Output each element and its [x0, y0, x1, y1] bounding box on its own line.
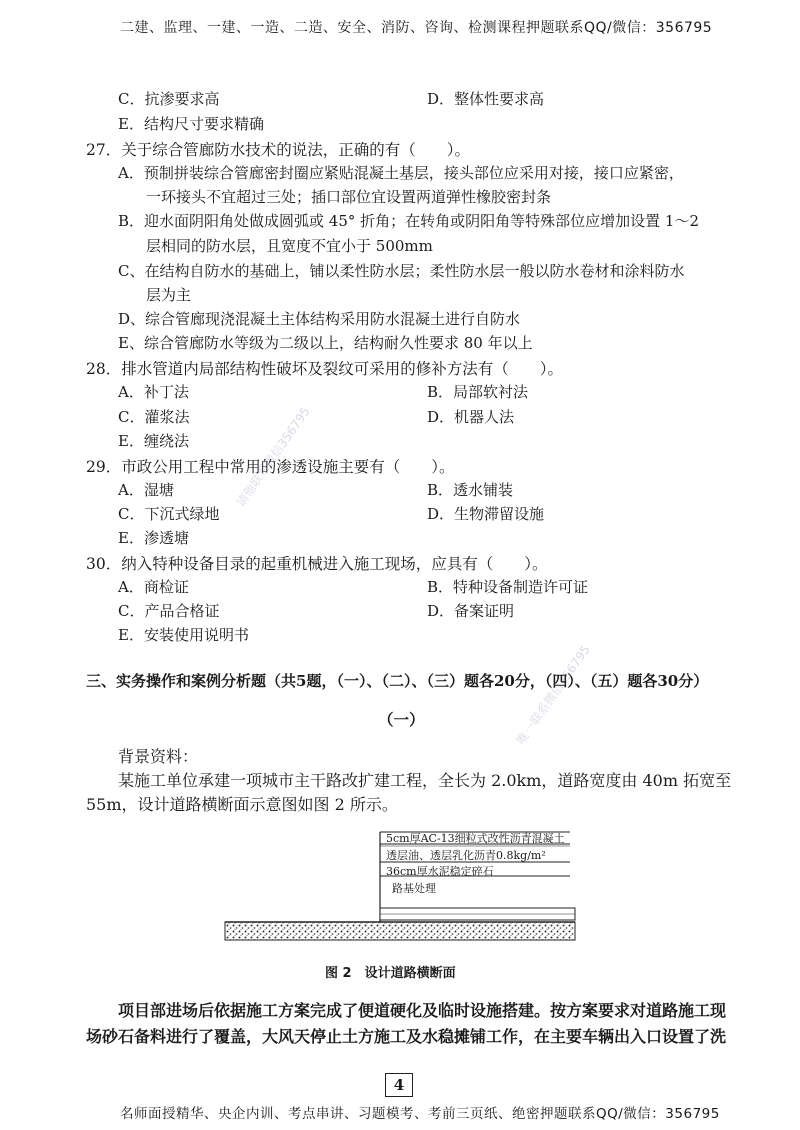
bottom-banner: 名师面授精华、央企内训、考点串讲、习题模考、考前三页纸、绝密押题联系QQ/微信：356795: [120, 1106, 720, 1122]
q28-option-c: C．灌浆法: [118, 408, 190, 426]
figure-caption: 图 2 设计道路横断面: [325, 966, 456, 981]
q28-stem: 28．排水管道内局部结构性破坏及裂纹可采用的修补方法有（ ）。: [86, 360, 563, 378]
q28-option-e: E．缠绕法: [118, 432, 189, 450]
layer-2-label: 透层油、透层乳化沥青0.8kg/m²: [386, 849, 546, 862]
q26-option-e: E．结构尺寸要求精确: [118, 115, 264, 133]
case-1-heading: （一）: [378, 710, 425, 729]
layer-4-label: 路基处理: [392, 882, 436, 895]
q28-option-b: B．局部软衬法: [427, 383, 529, 401]
q29-option-c: C．下沉式绿地: [118, 505, 220, 523]
case-paragraph-1-line2: 55m，设计道路横断面示意图如图 2 所示。: [86, 795, 398, 814]
q27-stem: 27．关于综合管廊防水技术的说法，正确的有（ ）。: [86, 141, 470, 159]
q27-option-e: E、综合管廊防水等级为二级以上，结构耐久性要求 80 年以上: [118, 334, 533, 352]
q26-option-c: C．抗渗要求高: [118, 90, 220, 108]
q27-option-a-line2: 一环接头不宜超过三处；插口部位宜设置两道弹性橡胶密封条: [146, 188, 552, 206]
q26-option-d: D．整体性要求高: [427, 90, 545, 108]
section-3-title: 三、实务操作和案例分析题（共5题，（一）、（二）、（三）题各20分，（四）、（五）题各30分）: [86, 672, 709, 690]
q27-option-b-line1: B．迎水面阴阳角处做成圆弧或 45° 折角；在转角或阴阳角等特殊部位应增加设置 1～2: [118, 212, 700, 230]
q29-option-d: D．生物滞留设施: [427, 505, 545, 523]
layer-3-label: 36cm厚水泥稳定碎石: [386, 865, 494, 878]
q29-option-e: E．渗透塘: [118, 529, 189, 547]
q30-option-a: A．商检证: [118, 578, 189, 596]
watermark-1: 请他联系微信356795: [233, 404, 313, 510]
background-label: 背景资料：: [118, 747, 199, 766]
q27-option-d: D、综合管廊现浇混凝土主体结构采用防水混凝土进行自防水: [118, 310, 521, 328]
watermark-2: 唯一联系微信356795: [513, 642, 593, 748]
q29-stem: 29．市政公用工程中常用的渗透设施主要有（ ）。: [86, 458, 455, 476]
q29-option-b: B．透水铺装: [427, 481, 514, 499]
layer-1-label: 5cm厚AC-13细粒式改性沥青混凝土: [386, 832, 565, 845]
case-paragraph-1-line1: 某施工单位承建一项城市主干路改扩建工程，全长为 2.0km，道路宽度由 40m 拓宽至: [118, 771, 732, 790]
top-banner: 二建、监理、一建、一造、二造、安全、消防、咨询、检测课程押题联系QQ/微信：356795: [120, 20, 713, 36]
q30-option-c: C．产品合格证: [118, 602, 220, 620]
q30-stem: 30．纳入特种设备目录的起重机械进入施工现场，应具有（ ）。: [86, 555, 548, 573]
q27-option-c-line2: 层为主: [146, 286, 192, 304]
q29-option-a: A．湿塘: [118, 481, 174, 499]
page-number: 4: [385, 1073, 413, 1097]
q27-option-c-line1: C、在结构自防水的基础上，铺以柔性防水层；柔性防水层一般以防水卷材和涂料防水: [118, 262, 685, 280]
q30-option-d: D．备案证明: [427, 602, 515, 620]
q30-option-b: B．特种设备制造许可证: [427, 578, 589, 596]
q28-option-a: A．补丁法: [118, 383, 189, 401]
q28-option-d: D．机器人法: [427, 408, 515, 426]
case-paragraph-2-line2: 场砂石备料进行了覆盖，大风天停止土方施工及水稳摊铺工作，在主要车辆出入口设置了洗: [86, 1027, 727, 1046]
case-paragraph-2-line1: 项目部进场后依据施工方案完成了便道硬化及临时设施搭建。按方案要求对道路施工现: [118, 1001, 727, 1020]
q27-option-a-line1: A．预制拼装综合管廊密封圈应紧贴混凝土基层，接头部位应采用对接，接口应紧密，: [118, 164, 684, 182]
q27-option-b-line2: 层相同的防水层，且宽度不宜小于 500mm: [146, 237, 433, 255]
q30-option-e: E．安装使用说明书: [118, 626, 249, 644]
